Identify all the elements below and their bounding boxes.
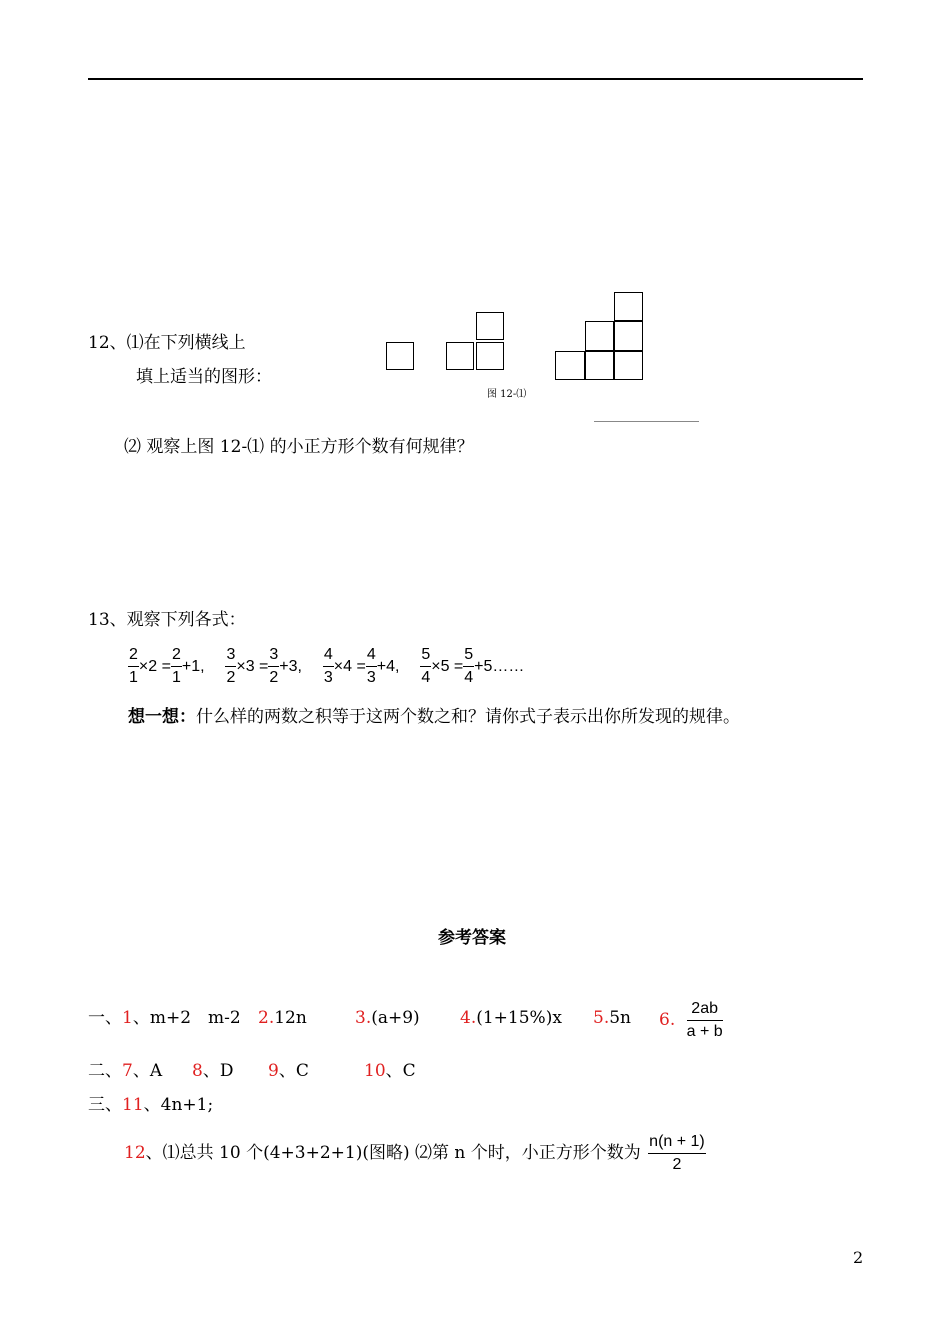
figure-caption: 图 12-⑴ bbox=[487, 389, 527, 400]
answers-row-2: 二、7、A bbox=[88, 1061, 163, 1081]
expression: $\frac{3}{2}$ ×3 = $\frac{3}{2}$ +3, bbox=[226, 646, 302, 686]
fraction: $\frac{2ab}{a + b}$ bbox=[686, 1000, 723, 1040]
answer-number: 1 bbox=[122, 1008, 133, 1028]
figure-square bbox=[446, 342, 474, 370]
fraction: $\frac{3}{2}$ bbox=[226, 646, 236, 686]
q13-title: 13、观察下列各式： bbox=[88, 610, 246, 630]
answer-10: 10、C bbox=[364, 1061, 416, 1081]
answers-row-4: 12、⑴总共 10 个(4+3+2+1)(图略) ⑵第 n 个时，小正方形个数为 $\frac{n(n + 1)}{2}$ bbox=[124, 1133, 705, 1173]
answer-6 bbox=[659, 1001, 723, 1040]
header-rule bbox=[88, 78, 863, 80]
answer-2: 2.12n bbox=[258, 1008, 307, 1028]
answer-number: 8 bbox=[192, 1061, 203, 1081]
think-label: 想一想： bbox=[128, 707, 196, 727]
answer-number: 7 bbox=[122, 1061, 133, 1081]
fraction: $\frac{2}{1}$ bbox=[129, 646, 138, 686]
figure-square bbox=[614, 351, 643, 380]
figure-square bbox=[614, 292, 643, 321]
answer-number: 9 bbox=[268, 1061, 279, 1081]
q13-expressions bbox=[128, 647, 524, 686]
answer-5: 5.5n bbox=[593, 1008, 631, 1028]
fraction: $\frac{4}{3}$ bbox=[323, 646, 333, 686]
expression: $\frac{5}{4}$ ×5 = $\frac{5}{4}$ +5…… bbox=[421, 646, 525, 686]
answer-number: 2. bbox=[258, 1008, 275, 1028]
answers-row-1: 一、1、m+2 m-2 bbox=[88, 1008, 241, 1028]
answer-number: 11 bbox=[122, 1095, 144, 1115]
answer-number: 12 bbox=[124, 1143, 146, 1163]
page-number: 2 bbox=[853, 1248, 864, 1267]
answer-number: 4. bbox=[460, 1008, 477, 1028]
q13-think bbox=[128, 709, 740, 726]
figure-square bbox=[476, 312, 504, 340]
figure-square bbox=[614, 321, 643, 351]
answer-blank-line bbox=[594, 421, 699, 422]
answers-heading: 参考答案 bbox=[438, 928, 506, 948]
fraction: $\frac{3}{2}$ bbox=[269, 646, 279, 686]
figure-square bbox=[585, 321, 614, 351]
answer-4: 4.(1+15%)x bbox=[460, 1008, 562, 1028]
fraction: $\frac{5}{4}$ bbox=[421, 646, 431, 686]
answer-number: 5. bbox=[593, 1008, 610, 1028]
fraction: $\frac{2}{1}$ bbox=[171, 646, 181, 686]
answers-row-3: 三、11、4n+1; bbox=[88, 1095, 214, 1115]
answer-number: 3. bbox=[355, 1008, 372, 1028]
expression: $\frac{4}{3}$ ×4 = $\frac{4}{3}$ +4, bbox=[323, 646, 400, 686]
fraction: $\frac{5}{4}$ bbox=[464, 646, 474, 686]
answer-number: 6. bbox=[659, 1010, 676, 1030]
fraction: $\frac{4}{3}$ bbox=[366, 646, 376, 686]
answer-9: 9、C bbox=[268, 1061, 309, 1081]
figure-square bbox=[386, 342, 414, 370]
fraction: $\frac{n(n + 1)}{2}$ bbox=[649, 1133, 705, 1173]
expression: $\frac{2}{1}$ ×2 = $\frac{2}{1}$ +1, bbox=[129, 646, 205, 686]
answer-8: 8、D bbox=[192, 1061, 234, 1081]
answer-number: 10 bbox=[364, 1061, 386, 1081]
think-text: 什么样的两数之积等于这两个数之和？请你式子表示出你所发现的规律。 bbox=[196, 707, 740, 727]
figure-square bbox=[476, 342, 504, 370]
q12-line1: 12、⑴在下列横线上 bbox=[88, 333, 246, 353]
figure-square bbox=[555, 351, 585, 380]
q12-line2: 填上适当的图形： bbox=[136, 367, 272, 387]
figure-square bbox=[585, 351, 614, 380]
answer-3: 3.(a+9) bbox=[355, 1008, 420, 1028]
q12-part2: ⑵ 观察上图 12-⑴ 的小正方形个数有何规律？ bbox=[124, 437, 474, 457]
